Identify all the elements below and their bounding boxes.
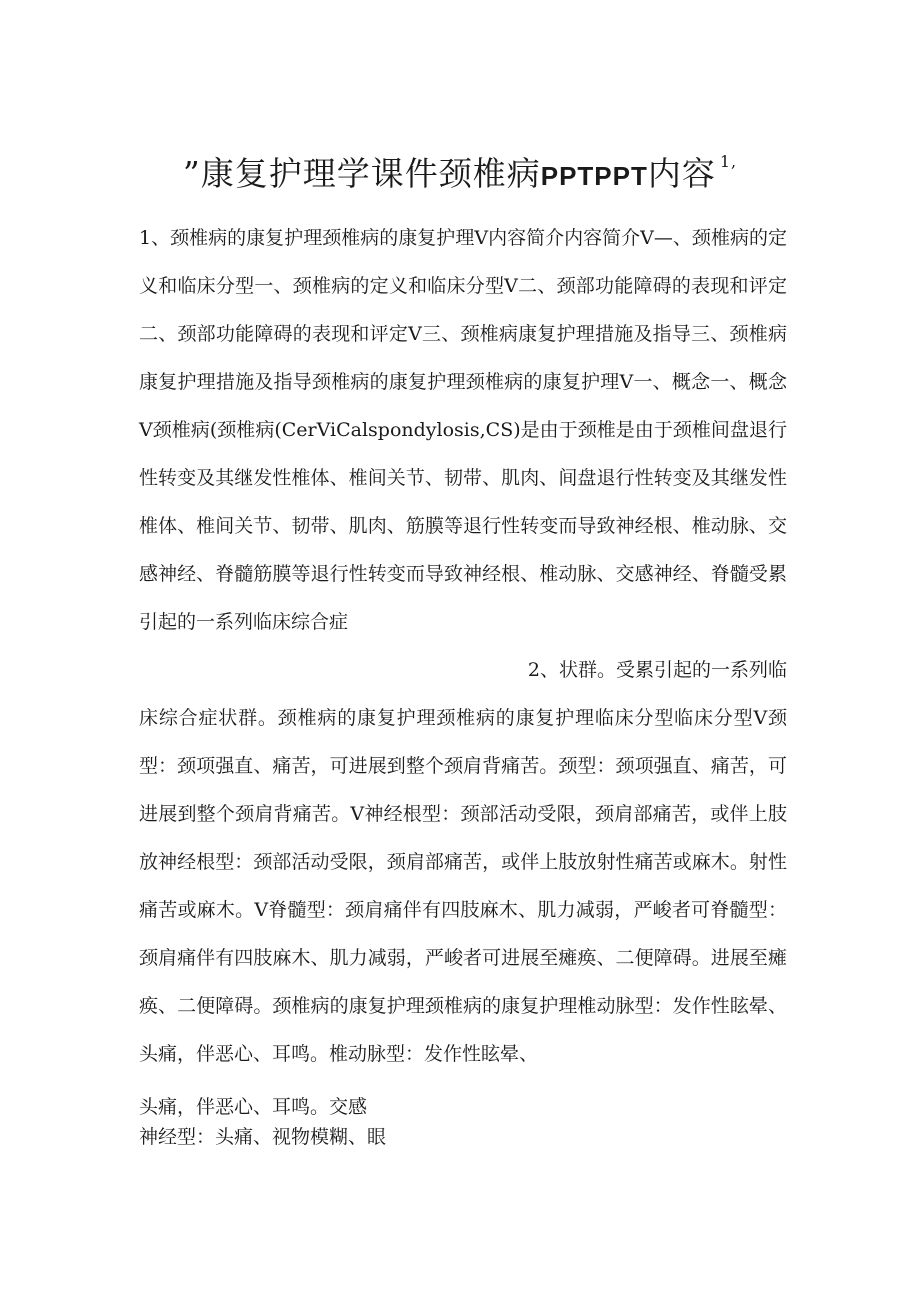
document-title	[0, 138, 920, 200]
title-mark: 1,	[719, 152, 738, 171]
tail-line-2: 神经型：头痛、视物模糊、眼	[139, 1126, 387, 1148]
paragraph-2	[139, 646, 787, 1078]
title-suffix: 内容	[647, 154, 716, 193]
title-latin: PPTPPT	[540, 161, 648, 191]
paragraph-1: 1、颈椎病的康复护理颈椎病的康复护理V内容简介内容简介V—、颈椎病的定义和临床分型一、颈椎病的定义和临床分型V二、颈部功能障碍的表现和评定二、颈部功能障碍的表现和评定V三、颈椎病康复护理措施及指导三、颈椎病康复护理措施及指导颈椎病的康复护理颈椎病的康复护理V一、概念一、概念V颈椎病(颈椎病(CerViCalspondylosis,CS)是由于颈椎是由于颈椎间盘退行性转变及其继发性椎体、椎间关节、韧带、肌肉、间盘退行性转变及其继发性椎体、椎间关节、韧带、肌肉、筋膜等退行性转变而导致神经根、椎动脉、交感神经、脊髓筋膜等退行性转变而导致神经根、椎动脉、交感神经、脊髓受累引起的一系列临床综合症	[139, 227, 787, 633]
paragraph-2-body: 床综合症状群。颈椎病的康复护理颈椎病的康复护理临床分型临床分型V颈型：颈项强直、痛苦，可进展到整个颈肩背痛苦。颈型：颈项强直、痛苦，可进展到整个颈肩背痛苦。V神经根型：颈部活动受限，颈肩部痛苦，或伴上肢放神经根型：颈部活动受限，颈肩部痛苦，或伴上肢放射性痛苦或麻木。射性痛苦或麻木。V脊髓型：颈肩痛伴有四肢麻木、肌力减弱，严峻者可脊髓型：颈肩痛伴有四肢麻木、肌力减弱，严峻者可进展至瘫痪、二便障碍。进展至瘫痪、二便障碍。颈椎病的康复护理颈椎病的康复护理椎动脉型：发作性眩晕、头痛，伴恶心、耳鸣。椎动脉型：发作性眩晕、	[139, 707, 787, 1065]
title-prefix: ”康复护理学课件颈椎病	[182, 154, 541, 193]
paragraph-2-first-line: 2、状群。受累引起的一系列临	[527, 659, 787, 681]
tail-line-1: 头痛，伴恶心、耳鸣。交感	[139, 1096, 368, 1118]
